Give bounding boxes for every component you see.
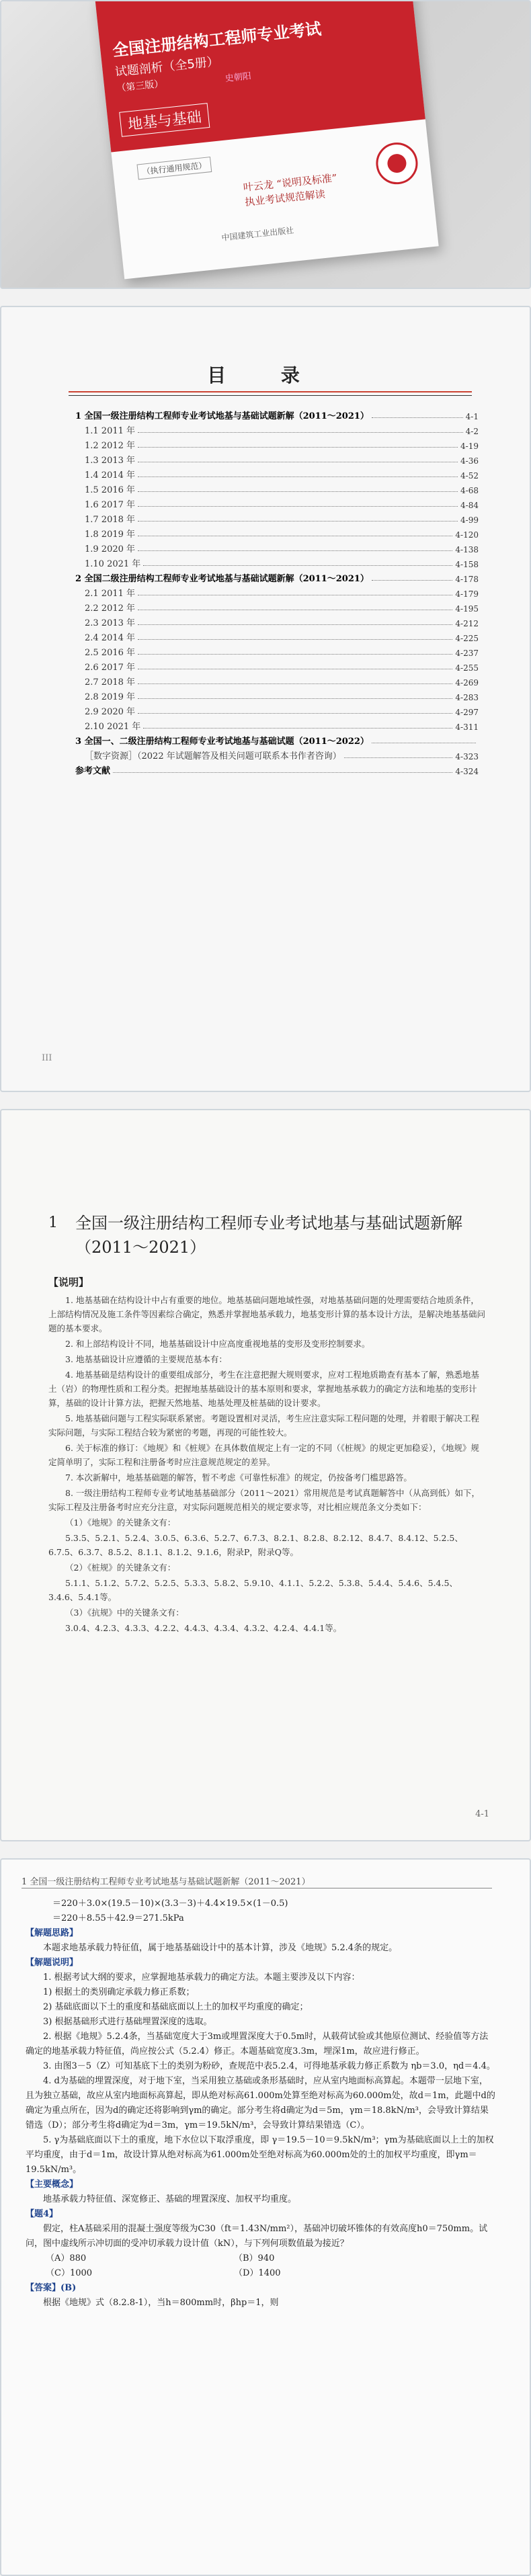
note-paragraph: 5. 地基基础问题与工程实际联系紧密。考题设置相对灵活，考生应注意实际工程问题的处理，并着眼于解决工程实际问题，与实际工程结合较为紧密的考题，再现的可能性较大。 — [48, 1413, 479, 1438]
toc-rule-red — [69, 391, 472, 392]
book-publisher: 中国建筑工业出版社 — [220, 225, 294, 243]
toc-leader — [138, 624, 452, 625]
toc-item-label: 1.1 2011 年 — [85, 426, 136, 436]
book-note: （执行通用规范） — [136, 157, 212, 179]
answer-line: 【答案】(B) — [26, 2283, 77, 2293]
toc-title: 目 录 — [207, 364, 324, 386]
toc-item — [75, 688, 479, 702]
slogan-line: 执业考试规范解读 — [244, 188, 326, 209]
toc-item-page: 4-1 — [465, 412, 479, 421]
solution-line: ＝220＋8.55＋42.9＝271.5kPa — [52, 1913, 184, 1923]
solution-line: 【主要概念】 — [26, 2179, 79, 2190]
toc-item — [75, 525, 479, 540]
solution-line: 3) 根据基础形式进行基础埋置深度的选取。 — [43, 2017, 212, 2027]
cover-photo-panel — [0, 0, 531, 289]
toc-item — [75, 540, 479, 554]
toc-item-label: 1.5 2016 年 — [85, 485, 136, 495]
toc-item-label: 1.3 2013 年 — [85, 456, 136, 466]
solution-line: 4. d为基础的埋置深度，对于地下室，当采用独立基础或条形基础时，应从室内地面标高算起。本题带一层地下室，且为独立基础，故应从室内地面标高算起，即从绝对标高61.000m处算至绝对标高为60.000m处，故d＝1m，此题中d的确定为重点所在，因为d的确定还将影响到γm的确定。部分考生将d确定为d＝5m，γm＝18.8kN/m³，会导致计算结果错选（D）；部分考生将d确定为d＝3m，γm＝19.5kN/m³，会导致计算结果错选（C）。 — [26, 2076, 495, 2130]
note-paragraph: 4. 地基基础是结构设计的重要组成部分，考生在注意把握大规则要求，应对工程地质勘查有基本了解，熟悉地基土（岩）的物理性质和工程分类。把握地基基础设计的基本原则和要求，掌握地基承载力的确定方法和地基的变形计算，基础的设计计算方法，把握天然地基、地基处理及桩基础的设计要求。 — [48, 1370, 479, 1408]
toc-item-page: 4-323 — [455, 752, 479, 761]
toc-item-page: 4-237 — [455, 649, 479, 658]
toc-item-label: 3 全国一、二级注册结构工程师专业考试地基与基础试题（2011～2022） — [75, 737, 369, 747]
toc-item-page: 4-269 — [455, 678, 479, 688]
toc-item — [75, 466, 479, 481]
solution-line: 2. 根据《地规》5.2.4条，当基础宽度大于3m或埋置深度大于0.5m时，从载荷试验或其他原位测试、经验值等方法确定的地基承载力特征值，尚应按公式（5.2.4）修正。本题基础宽度3.3m，埋深1m，故应进行修正。 — [26, 2032, 489, 2056]
note-paragraph: 3. 地基基础设计应遵循的主要规范基本有： — [65, 1354, 227, 1364]
option-d: （D）1400 — [234, 2268, 281, 2278]
note-paragraph: （2）《桩规》的关键条文有： — [65, 1563, 176, 1573]
toc-item — [75, 436, 479, 451]
note-paragraph: 5.3.5、5.2.1、5.2.4、3.0.5、6.3.6、5.2.7、6.7.3、8.2.1、8.2.8、8.2.12、8.4.7、8.4.12、5.2.5、6.7.5、6.3.7、8.5.2、8.1.1、8.1.2、9.1.6，附录P，附录Q等。 — [48, 1533, 463, 1557]
toc-item — [75, 421, 479, 436]
book-edition: （第三版） — [116, 78, 165, 95]
toc-leader — [138, 639, 452, 640]
solution-line: 2) 基础底面以下土的重度和基础底面以上土的加权平均重度的确定； — [43, 2002, 309, 2012]
book-slogan — [243, 171, 339, 210]
toc-item — [75, 584, 479, 599]
toc-item-page: 4-283 — [455, 693, 479, 702]
toc-item-label: 1.9 2020 年 — [85, 544, 136, 554]
toc-item-label: 1.2 2012 年 — [85, 441, 136, 451]
solution-line: 【解题思路】 — [26, 1928, 79, 1938]
page-number: 4-1 — [475, 1809, 489, 1819]
toc-item-label: 2.10 2021 年 — [85, 722, 141, 732]
toc-item-page: 4-19 — [460, 442, 479, 451]
toc-item — [75, 658, 479, 673]
toc-item-page: 4-212 — [455, 619, 479, 628]
toc-item — [75, 761, 479, 776]
toc-item — [75, 407, 479, 421]
toc-leader — [138, 654, 452, 655]
toc-item — [75, 747, 479, 761]
toc-leader — [138, 713, 452, 714]
toc-item-label: 2.5 2016 年 — [85, 648, 136, 658]
book-cover — [95, 0, 438, 279]
toc-panel — [0, 306, 531, 1092]
toc-leader — [113, 772, 452, 773]
toc-item-page: 4-255 — [455, 663, 479, 673]
toc-item-label: 2.9 2020 年 — [85, 707, 136, 717]
book-subtitle: 试题剖析（全5册） — [114, 54, 220, 80]
solution-line: 【题4】 — [26, 2209, 58, 2219]
toc-leader — [372, 580, 452, 581]
toc-leader — [138, 550, 452, 551]
toc-leader — [138, 447, 458, 448]
toc-item — [75, 495, 479, 510]
note-heading: 【说明】 — [48, 1276, 89, 1288]
toc-leader — [372, 417, 463, 418]
toc-item-page: 4-195 — [455, 604, 479, 614]
solution-line: 1. 根据考试大纲的要求，应掌握地基承载力的确定方法。本题主要涉及以下内容： — [43, 1972, 360, 1983]
toc-item-page: 4-297 — [455, 708, 479, 717]
chapter-number: 1 — [48, 1214, 58, 1231]
toc-rule — [69, 395, 472, 396]
toc-leader — [138, 476, 458, 477]
solution-lines — [26, 1897, 496, 2251]
book-category: 地基与基础 — [119, 103, 210, 137]
solution-line: 【解题说明】 — [26, 1958, 79, 1968]
toc-item-label: 1.4 2014 年 — [85, 470, 136, 481]
toc-item — [75, 510, 479, 525]
solution-line: 本题求地基承载力特征值，属于地基基础设计中的基本计算，涉及《地规》5.2.4条的规定。 — [43, 1943, 398, 1953]
toc-item-label: 1.6 2017 年 — [85, 500, 136, 510]
toc-item — [75, 628, 479, 643]
toc-item — [75, 481, 479, 495]
toc-item-label: 2 全国二级注册结构工程师专业考试地基与基础试题新解（2011～2021） — [75, 574, 369, 584]
toc-item-label: 2.4 2014 年 — [85, 633, 136, 643]
toc-item-label: 2.6 2017 年 — [85, 663, 136, 673]
solution-body — [26, 1897, 496, 2311]
toc-item-label: 2.1 2011 年 — [85, 589, 136, 599]
toc-item-label: 2.2 2012 年 — [85, 604, 136, 614]
toc-item-page: 4-36 — [460, 456, 479, 466]
note-paragraph: 6. 关于标准的修订：《地规》和《桩规》在具体数值规定上有一定的不同（《桩规》的规定更加稳妥），《地规》规定简单明了，实际工程和注册备考时应注意规范规定的差异。 — [48, 1443, 479, 1467]
toc-leader — [138, 506, 458, 507]
toc-item — [75, 643, 479, 658]
answer-options — [26, 2251, 422, 2281]
toc-item-label: 参考文献 — [75, 766, 111, 776]
toc-item-page: 4-84 — [460, 501, 479, 510]
toc-item-label: 2.3 2013 年 — [85, 618, 136, 628]
toc-item-page: 4-68 — [460, 486, 479, 495]
toc-item-page: 4-225 — [455, 634, 479, 643]
toc-item-page: 4-158 — [455, 560, 479, 569]
toc-item-page: 4-311 — [455, 722, 479, 732]
toc-item — [75, 673, 479, 688]
toc-leader — [138, 683, 452, 684]
toc-item-page: 4-178 — [455, 575, 479, 584]
solution-line: 5. γ为基础底面以下土的重度，地下水位以下取浮重度，即 γ＝19.5－10＝9.5kN/m³；γm为基础底面以上土的加权平均重度，由于d＝1m，故设计算从绝对标高为61.000m处至绝对标高为60.000m处的土的加权平均重度，即γm＝19.5kN/m³。 — [26, 2135, 494, 2175]
toc-item-page: 4-138 — [455, 545, 479, 554]
toc-item — [75, 614, 479, 628]
toc-item-label: 1.8 2019 年 — [85, 530, 136, 540]
slogan-line: 叶云龙 “说明及标准” — [243, 171, 338, 194]
solution-line: 地基承载力特征值、深宽修正、基础的埋置深度、加权平均重度。 — [43, 2194, 297, 2204]
toc-item — [75, 702, 479, 717]
toc-item-label: ［数字资源］（2022 年试题解答及相关问题可联系本书作者咨询） — [85, 751, 341, 761]
toc-item-page: 4-52 — [460, 471, 479, 481]
note-paragraph: 7. 本次新解中，地基基础题的解答，暂不考虑《可靠性标准》的规定，仍按备考门槛思路答。 — [65, 1472, 412, 1483]
solution-line: 3. 由图3－5（Z）可知基底下土的类别为粉砂，查规范中表5.2.4，可得地基承载力修正系数为 ηb＝3.0，ηd＝4.4。 — [43, 2061, 495, 2071]
toc-leader — [138, 432, 463, 433]
note-paragraph: 8. 一级注册结构工程师专业考试地基基础部分（2011～2021）常用规范是考试真题解答中（从高到低）如下，实际工程及注册备考时应充分注意，对实际问题规范相关的规定要求等，对比相应规范条文分类如下： — [48, 1488, 481, 1512]
running-head: 1 全国一级注册结构工程师专业考试地基与基础试题新解（2011～2021） — [22, 1877, 311, 1887]
toc-item-label: 1 全国一级注册结构工程师专业考试地基与基础试题新解（2011～2021） — [75, 411, 369, 421]
option-b: （B）940 — [234, 2253, 275, 2263]
toc-item-label: 2.7 2018 年 — [85, 677, 136, 688]
note-paragraph: （3）《抗规》中的关键条文有： — [65, 1608, 184, 1618]
notes-body — [48, 1293, 485, 1636]
toc-leader — [344, 757, 453, 758]
solution-line: 假定，柱A基础采用的混凝土强度等级为C30（ft＝1.43N/mm²），基础冲切破坏锥体的有效高度h0＝750mm。试问，图中虚线所示冲切面的受冲切承载力设计值（kN），与下列何项数值最为接近？ — [26, 2224, 488, 2249]
solution-page-panel — [0, 1858, 531, 2576]
toc-leader — [138, 521, 458, 522]
toc-leader — [143, 728, 452, 729]
toc-item-page: 4-324 — [455, 767, 479, 776]
toc-item — [75, 717, 479, 732]
toc-item-page: 4-179 — [455, 589, 479, 599]
toc-item — [75, 732, 479, 747]
option-a: （A）880 — [46, 2253, 87, 2263]
chapter-page-panel — [0, 1109, 531, 1841]
toc-item-label: 1.10 2021 年 — [85, 559, 141, 569]
toc-item — [75, 554, 479, 569]
toc-leader — [138, 491, 458, 492]
note-paragraph: 2. 和上部结构设计不同，地基基础设计中应高度重视地基的变形及变形控制要求。 — [65, 1339, 370, 1349]
toc-list — [75, 407, 479, 776]
note-paragraph: 5.1.1、5.1.2、5.7.2、5.2.5、5.3.3、5.8.2、5.9.10、4.1.1、5.2.2、5.3.8、5.4.4、5.4.6、5.4.5、3.4.6、5.4.1等。 — [48, 1578, 458, 1602]
toc-item-page: 4-99 — [460, 515, 479, 525]
option-c: （C）1000 — [46, 2268, 93, 2278]
toc-item-label: 1.7 2018 年 — [85, 515, 136, 525]
solution-last-line: 根据《地规》式（8.2.8-1），当h＝800mm时，βhp＝1，则 — [43, 2298, 279, 2308]
solution-line: 1) 根据土的类别确定承载力修正系数； — [43, 1987, 195, 1997]
publisher-logo-icon — [374, 140, 419, 186]
toc-leader — [138, 698, 452, 699]
toc-item — [75, 599, 479, 614]
toc-leader — [143, 565, 452, 566]
toc-item-page: 4-120 — [455, 530, 479, 540]
chapter-title: 全国一级注册结构工程师专业考试地基与基础试题新解（2011～2021） — [75, 1214, 462, 1257]
book-author: 史朝阳 — [224, 71, 252, 85]
page-number: III — [42, 1053, 52, 1063]
toc-item-label: 2.8 2019 年 — [85, 692, 136, 702]
book-title: 全国注册结构工程师专业考试 — [112, 19, 323, 60]
note-paragraph: 3.0.4、4.2.3、4.3.3、4.2.2、4.4.3、4.3.4、4.3.2、4.2.4、4.4.1等。 — [65, 1623, 342, 1633]
solution-line: ＝220＋3.0×(19.5－10)×(3.3－3)＋4.4×19.5×(1－0.5) — [52, 1899, 288, 1909]
toc-item-page: 4-2 — [465, 427, 479, 436]
toc-item — [75, 569, 479, 584]
toc-item — [75, 451, 479, 466]
note-paragraph: 1. 地基基础在结构设计中占有重要的地位。地基基础问题地域性强，对地基基础问题的处理需要结合地质条件，上部结构情况及施工条件等因素综合确定，熟悉并掌握地基承载力，地基变形计算的基本设计方法，是解决地基基础问题的基本要求。 — [48, 1295, 486, 1333]
note-paragraph: （1）《地规》的关键条文有： — [65, 1518, 176, 1528]
